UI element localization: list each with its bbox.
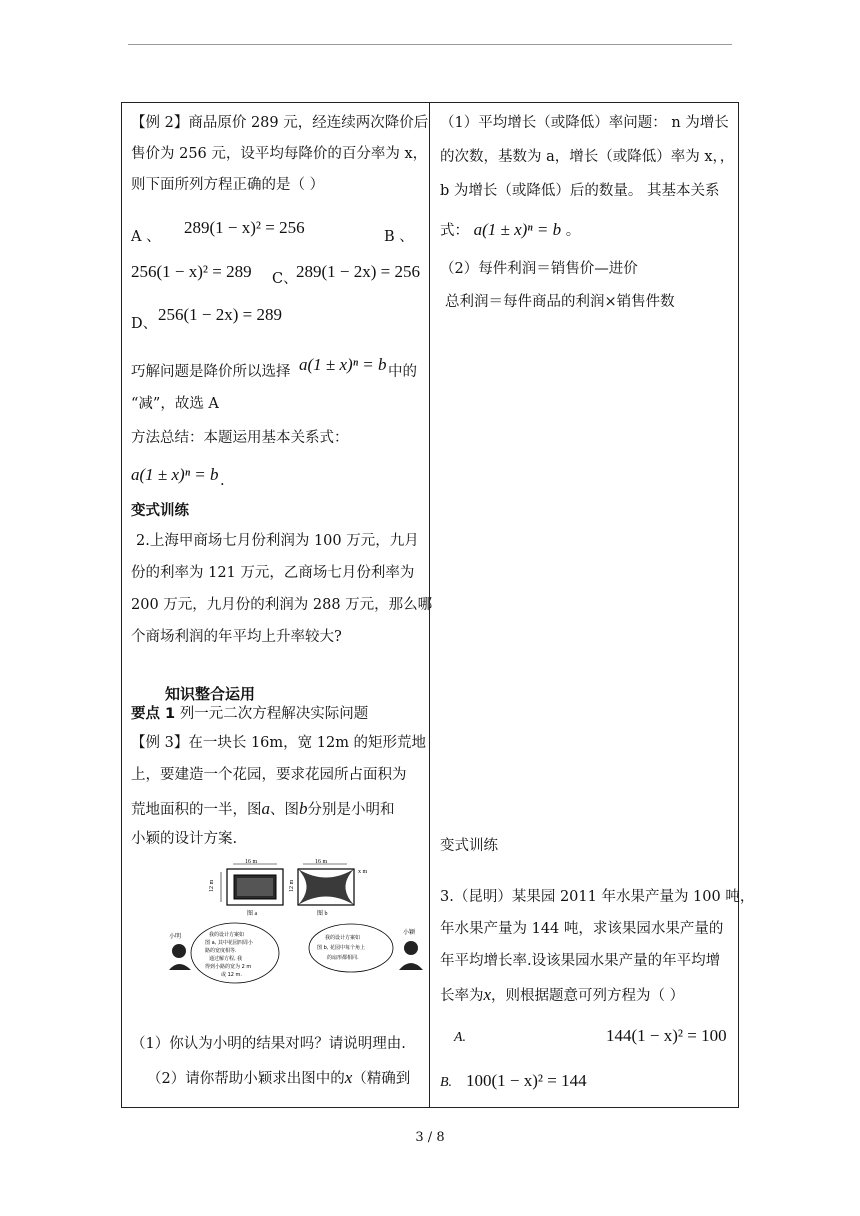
dim-x: x m — [358, 869, 368, 875]
option-a-equation: 289(1 − x)² = 256 — [184, 218, 305, 237]
dim-12-a: 12 m — [209, 879, 215, 892]
option-c-equation: 289(1 − 2x) = 256 — [296, 262, 420, 281]
question3-line4: 长率为 — [440, 988, 484, 1004]
question2-line1: 2.上海甲商场七月份利润为 100 万元，九月 — [136, 533, 419, 549]
q3-option-b-equation: 100(1 − x)² = 144 — [466, 1071, 587, 1090]
header-rule — [128, 44, 732, 45]
figure-a — [209, 859, 283, 917]
label-a: 图 a — [247, 911, 258, 917]
point1-label: 要点 1 — [131, 706, 176, 722]
option-b-equation: 256(1 − x)² = 289 — [131, 262, 252, 281]
example3-line3: 荒地面积的一半，图 — [131, 802, 262, 818]
question3-line2: 年水果产量为 144 吨，求该果园水果产量的 — [440, 921, 724, 937]
bubble-ying-2: 图 b, 花园中每个角上 — [317, 945, 365, 951]
question-part2: （2）请你帮助小颖求出图中的 — [147, 1071, 345, 1087]
question3-var: x — [483, 985, 492, 1004]
example2-line1: 【例 2】商品原价 289 元，经连续两次降价后 — [131, 115, 429, 131]
design-figure — [165, 858, 427, 998]
solution-text-pre: 巧解问题是降价所以选择 — [131, 364, 291, 380]
bubble-ming-1: 我的设计方案如 — [209, 932, 245, 938]
question3-tail: ，则根据题意可列方程为（ ） — [491, 988, 685, 1004]
name-ming: 小明 — [169, 933, 182, 940]
person-ying — [399, 928, 423, 970]
right-formula: a(1 ± x)ⁿ = b — [473, 220, 562, 239]
question3-line3: 年平均增长率.设该果园水果产量的年平均增 — [440, 953, 721, 969]
bubble-ying-3: 的扇形都相同. — [327, 955, 359, 961]
bubble-ying — [309, 924, 393, 972]
question-part2-var: x — [344, 1068, 353, 1087]
name-ying: 小颖 — [403, 929, 416, 936]
dim-16-b: 16 m — [315, 859, 328, 865]
method-summary: 方法总结：本题运用基本关系式： — [131, 430, 349, 446]
bubble-ming — [191, 923, 279, 983]
dim-12-b: 12 m — [289, 879, 295, 892]
right-formula-post: 。 — [565, 223, 581, 239]
solution-formula: a(1 ± x)ⁿ = b — [299, 355, 387, 374]
option-b-label: B 、 — [384, 229, 414, 245]
solution-line2: “减”，故选 A — [131, 396, 219, 412]
example3-line1: 【例 3】在一块长 16m，宽 12m 的矩形荒地 — [131, 735, 427, 751]
bubble-ming-2: 图 a, 其中花园四周小 — [205, 940, 253, 946]
question2-line2: 份的利率为 121 万元，乙商场七月份利率为 — [131, 565, 415, 581]
section-title: 知识整合运用 — [165, 685, 256, 703]
q3-option-b-label: B. — [440, 1075, 453, 1090]
example2-line2: 售价为 256 元，设平均每降价的百分率为 x， — [131, 146, 428, 162]
var-b: b — [299, 799, 308, 818]
example3-line3-end: 分别是小明和 — [307, 802, 395, 818]
example2-line3: 则下面所列方程正确的是（ ） — [131, 177, 325, 193]
right-variant-title: 变式训练 — [440, 838, 498, 854]
q3-option-a-label: A. — [454, 1030, 467, 1045]
question-part2-tail: （精确到 — [352, 1071, 411, 1087]
option-d-equation: 256(1 − 2x) = 289 — [158, 305, 282, 324]
bubble-ming-3: 路的宽度相等. — [205, 948, 237, 954]
dim-16-a: 16 m — [245, 859, 258, 865]
question2-line4: 个商场利润的年平均上升率较大? — [131, 629, 342, 645]
bubble-ming-6: 或 12 m. — [221, 972, 243, 978]
right-p3: 总利润＝每件商品的利润×销售件数 — [445, 294, 675, 310]
variant-training-title: 变式训练 — [131, 503, 189, 519]
q3-option-a-equation: 144(1 − x)² = 100 — [606, 1026, 727, 1045]
option-c-label: C、 — [272, 271, 298, 287]
right-p1-line2: 的次数，基数为 a，增长（或降低）率为 x，， — [440, 149, 735, 165]
question2-line3: 200 万元，九月份的利润为 288 万元，那么哪 — [131, 597, 433, 613]
var-a: a — [261, 799, 270, 818]
right-p1-line1: （1）平均增长（或降低）率问题： n 为增长 — [440, 115, 729, 131]
bubble-ming-5: 得到小路的宽为 2 m — [205, 964, 252, 970]
example3-line4: 小颖的设计方案. — [131, 831, 238, 847]
question-part1: （1）你认为小明的结果对吗？请说明理由. — [131, 1036, 406, 1052]
method-formula-dot: . — [220, 473, 225, 489]
method-formula: a(1 ± x)ⁿ = b — [131, 465, 219, 484]
right-p1-line3: b 为增长（或降低）后的数量。 其基本关系 — [440, 183, 720, 199]
option-a-label: A 、 — [131, 229, 161, 245]
figure-b — [289, 859, 368, 917]
bubble-ming-4: 通过解方程, 我 — [209, 956, 243, 962]
option-d-label: D、 — [131, 316, 158, 332]
person-ming — [169, 932, 191, 970]
bubble-ying-1: 我的设计方案如 — [325, 935, 361, 941]
question3-line1: 3.（昆明）某果园 2011 年水果产量为 100 吨， — [440, 889, 755, 905]
solution-text-post: 中的 — [388, 364, 417, 380]
right-p2: （2）每件利润＝销售价—进价 — [440, 261, 638, 277]
point1-text: 列一元二次方程解决实际问题 — [179, 706, 369, 722]
example3-line3-mid: 、图 — [270, 802, 299, 818]
label-b: 图 b — [317, 911, 328, 917]
right-formula-pre: 式： — [440, 223, 469, 239]
page-number: 3 / 8 — [415, 1130, 445, 1145]
example3-line2: 上，要建造一个花园，要求花园所占面积为 — [131, 767, 407, 783]
